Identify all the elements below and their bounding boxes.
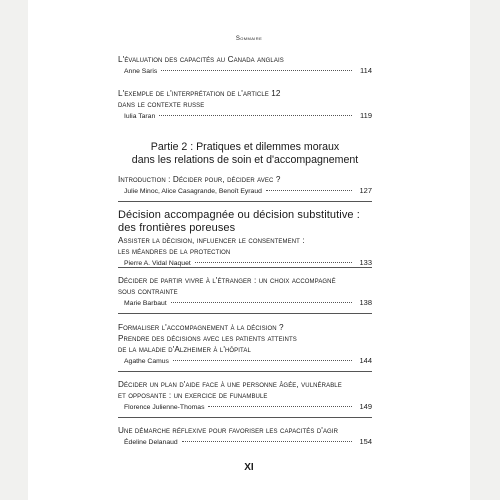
entry-title: Formaliser l'accompagnement à la décision ? Prendre des décisions avec les patients atteints de la maladie d'Alzheimer à l'hôpital: [118, 323, 297, 354]
entry-author: Florence Julienne-Thomas: [124, 404, 205, 411]
entry-page-number: 114: [360, 66, 372, 75]
entry-author-line: [118, 298, 372, 309]
entry-page-number: 119: [360, 111, 372, 120]
book-page: [28, 0, 470, 500]
part-heading: Partie 2 : Pratiques et dilemmes moraux dans les relations de soin et d'accompagnement: [131, 141, 359, 166]
entry-author: Agathe Camus: [124, 358, 169, 365]
entry-author-line: [118, 437, 372, 448]
toc-entry: [118, 209, 372, 269]
entry-author-line: [118, 66, 372, 77]
toc-entry: [118, 174, 372, 197]
entry-author-line: [118, 111, 372, 122]
entry-author: Julie Minoc, Alice Casagrande, Benoît Eyraud: [124, 188, 262, 195]
entry-title: L'exemple de l'interprétation de l'article 12 dans le contexte russe: [118, 89, 281, 109]
dot-leader: [161, 70, 352, 71]
dot-leader: [195, 262, 352, 263]
toc-entry: [118, 275, 372, 309]
entry-author: Anne Saris: [124, 68, 158, 75]
page-folio: XI: [244, 462, 254, 473]
entry-page-number: 138: [359, 298, 372, 307]
entry-author: Édeline Delanaud: [124, 439, 178, 446]
section-divider: [118, 201, 372, 202]
entry-author: Pierre A. Vidal Naquet: [124, 260, 191, 267]
entry-page-number: 154: [359, 437, 372, 446]
entry-title: L'évaluation des capacités au Canada anglais: [118, 55, 284, 64]
entry-page-number: 149: [359, 402, 372, 411]
toc-entry: [118, 425, 372, 448]
dot-leader: [171, 302, 352, 303]
entry-author-line: [118, 186, 372, 197]
section-divider: [118, 267, 372, 268]
toc-entry: [118, 88, 372, 122]
entry-title: Assister la décision, influencer le consentement : les méandres de la protection: [118, 236, 305, 256]
entry-title: Décider un plan d'aide face à une personne âgée, vulnérable et opposante : un exercice de funambule: [118, 380, 342, 400]
entry-page-number: 133: [359, 258, 372, 267]
entry-author-line: [118, 356, 372, 367]
section-divider: [118, 313, 372, 314]
entry-author: Marie Barbaut: [124, 300, 167, 307]
entry-page-number: 127: [359, 186, 372, 195]
entry-title: Introduction : Décider pour, décider avec ?: [118, 175, 281, 184]
entry-section-title: Décision accompagnée ou décision substitutive : des frontières poreuses: [118, 209, 360, 234]
section-divider: [118, 371, 372, 372]
section-divider: [118, 417, 372, 418]
running-header: Sommaire: [235, 36, 263, 42]
entry-author-line: [118, 402, 372, 413]
entry-title: Décider de partir vivre à l'étranger : un choix accompagné sous contrainte: [118, 276, 336, 296]
dot-leader: [173, 360, 352, 361]
dot-leader: [159, 115, 352, 116]
toc-entry: [118, 322, 372, 367]
dot-leader: [182, 441, 352, 442]
entry-author: Iulia Taran: [124, 113, 156, 120]
toc-entry: [118, 54, 372, 77]
toc-entry: [118, 379, 372, 413]
entry-page-number: 144: [359, 356, 372, 365]
dot-leader: [208, 406, 352, 407]
entry-title: Une démarche réflexive pour favoriser les capacités d'agir: [118, 426, 339, 435]
dot-leader: [266, 190, 352, 191]
